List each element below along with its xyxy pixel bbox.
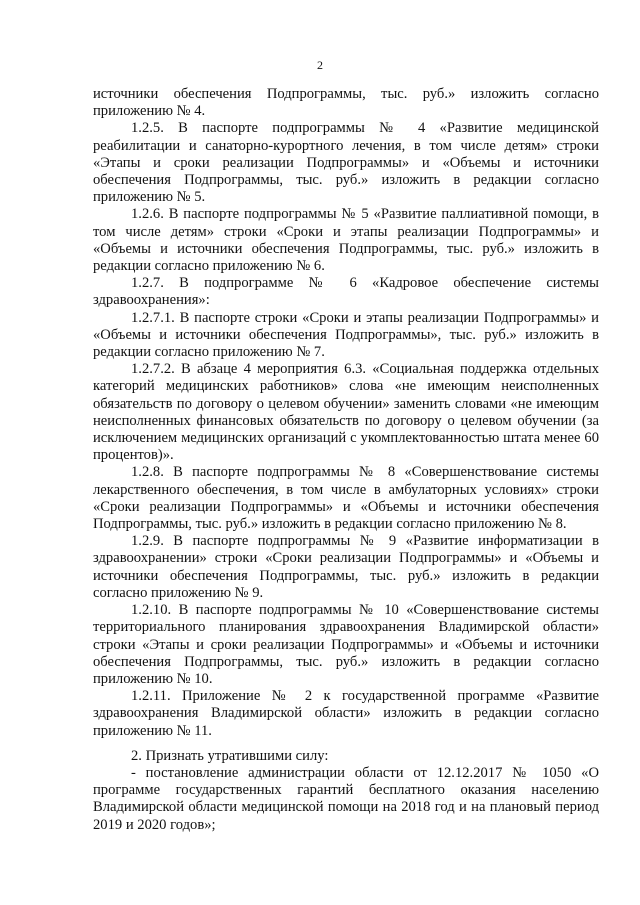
paragraph-1-2-7-1: 1.2.7.1. В паспорте строки «Сроки и этапы реализации Подпрограммы» и «Объемы и источники обеспечения Подпрограммы», тыс. руб.» изложить в редакции согласно приложению № 7. bbox=[93, 309, 599, 361]
paragraph-1-2-8: 1.2.8. В паспорте подпрограммы № 8 «Совершенствование системы лекарственного обеспечения, в том числе в амбулаторных условиях» строки «Сроки реализации Подпрограммы» и «Объемы и источники обеспечения Подпрограммы, тыс. руб.» изложить в редакции согласно приложению № 8. bbox=[93, 464, 599, 533]
paragraph-1-2-5: 1.2.5. В паспорте подпрограммы № 4 «Развитие медицинской реабилитации и санаторно-курортного лечения, в том числе детям» строки «Этапы и сроки реализации Подпрограммы» и «Объемы и источники обеспечения Подпрограммы, тыс. руб.» изложить в редакции согласно приложению № 5. bbox=[93, 120, 599, 206]
paragraph-1-2-6: 1.2.6. В паспорте подпрограммы № 5 «Развитие паллиативной помощи, в том числе детям» строки «Сроки и этапы реализации Подпрограммы» и «Объемы и источники обеспечения Подпрограммы, тыс. руб.» изложить в редакции согласно приложению № 6. bbox=[93, 206, 599, 275]
document-body bbox=[93, 86, 599, 834]
paragraph-1-2-10: 1.2.10. В паспорте подпрограммы № 10 «Совершенствование системы территориального планирования здравоохранения Владимирской области» строки «Этапы и сроки реализации Подпрограммы» и «Объемы и источники обеспечения Подпрограммы, тыс. руб.» изложить в редакции согласно приложению № 10. bbox=[93, 602, 599, 687]
paragraph-1-2-11: 1.2.11. Приложение № 2 к государственной программе «Развитие здравоохранения Владимирской области» изложить в редакции согласно приложению № 11. bbox=[93, 688, 599, 739]
paragraph-1-2-7-2: 1.2.7.2. В абзаце 4 мероприятия 6.3. «Социальная поддержка отдельных категорий медицинских работников» слова «не имеющим неисполненных обязательств по договору о целевом обучении» заменить словами «не имеющим неисполненных финансовых обязательств по договору о целевом обучении (за исключением медицинских организаций с укомплектованностью штата менее 60 процентов)». bbox=[93, 361, 599, 464]
paragraph-continuation: источники обеспечения Подпрограммы, тыс. руб.» изложить согласно приложению № 4. bbox=[93, 86, 599, 120]
paragraph-2: 2. Признать утратившими силу: bbox=[131, 747, 329, 764]
paragraph-1-2-7: 1.2.7. В подпрограмме № 6 «Кадровое обеспечение системы здравоохранения»: bbox=[93, 275, 599, 309]
page-number: 2 bbox=[317, 58, 323, 72]
paragraph-1-2-9: 1.2.9. В паспорте подпрограммы № 9 «Развитие информатизации в здравоохранении» строки «Сроки реализации Подпрограммы» и «Объемы и источники обеспечения Подпрограммы, тыс. руб.» изложить в редакции согласно приложению № 9. bbox=[93, 533, 599, 601]
paragraph-repeal-item: - постановление администрации области от 12.12.2017 № 1050 «О программе государственных гарантий бесплатного оказания населению Владимирской области медицинской помощи на 2018 год и на плановый период 2019 и 2020 годов»; bbox=[93, 764, 599, 833]
